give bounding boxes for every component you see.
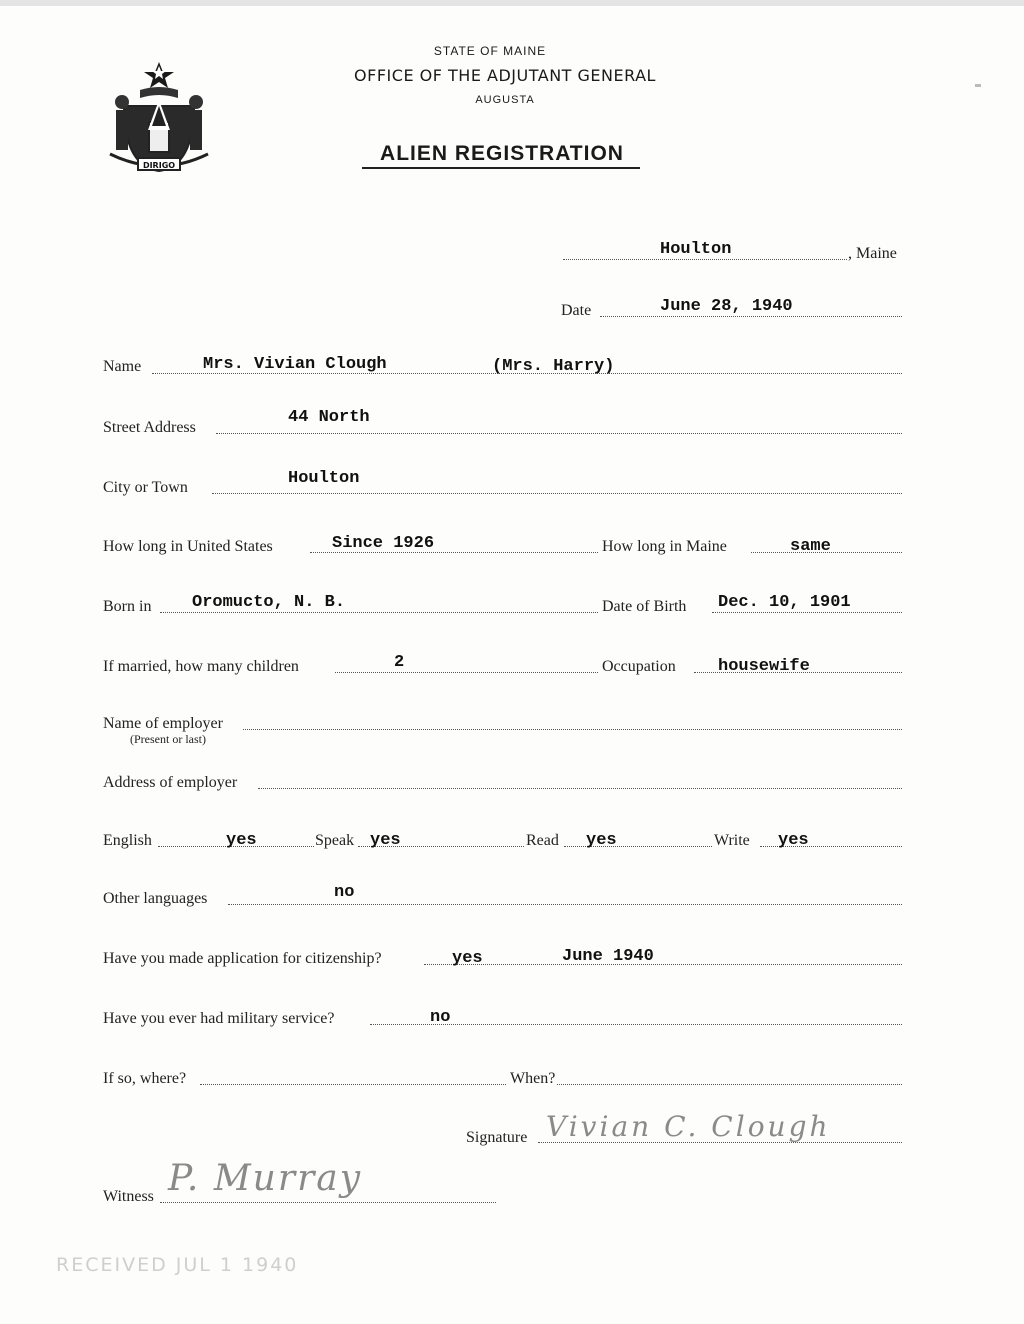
city-line (212, 493, 902, 494)
us-label: How long in United States (103, 538, 273, 555)
write-label: Write (714, 832, 750, 849)
citizenship-label: Have you made application for citizenship? (103, 950, 382, 967)
children-label: If married, how many children (103, 658, 299, 675)
write-value: yes (778, 831, 809, 850)
place-value: Houlton (660, 240, 732, 259)
name-label: Name (103, 358, 142, 375)
citizenship-line (424, 964, 902, 965)
when-label: When? (510, 1070, 556, 1087)
street-line (216, 433, 902, 434)
city-label: City or Town (103, 479, 188, 496)
occupation-label: Occupation (602, 658, 676, 675)
born-label: Born in (103, 598, 152, 615)
city-value: Houlton (288, 469, 360, 488)
street-label: Street Address (103, 419, 196, 436)
employer-address-line (258, 788, 902, 789)
occupation-value: housewife (718, 657, 810, 676)
witness-handwriting: P. Murray (168, 1158, 363, 1199)
children-line (335, 672, 598, 673)
other-languages-line (228, 904, 902, 905)
state-heading: STATE OF MAINE (433, 44, 547, 58)
date-value: June 28, 1940 (660, 297, 793, 316)
witness-line (160, 1202, 496, 1203)
employer-line (243, 729, 902, 730)
read-value: yes (586, 831, 617, 850)
office-heading: OFFICE OF THE ADJUTANT GENERAL (354, 66, 656, 85)
witness-label: Witness (103, 1188, 154, 1205)
form-title: ALIEN REGISTRATION (380, 142, 624, 165)
citizenship-date: June 1940 (562, 947, 654, 966)
date-line (600, 316, 902, 317)
maine-label: How long in Maine (602, 538, 727, 555)
read-label: Read (526, 832, 559, 849)
place-suffix: , Maine (848, 245, 897, 262)
citizenship-value: yes (452, 949, 483, 968)
maine-value: same (790, 537, 831, 556)
dob-value: Dec. 10, 1901 (718, 593, 851, 612)
title-underline (362, 167, 640, 169)
born-value: Oromucto, N. B. (192, 593, 346, 612)
signature-handwriting: Vivian C. Clough (546, 1110, 831, 1143)
date-label: Date (561, 302, 592, 319)
dob-label: Date of Birth (602, 598, 687, 615)
other-languages-value: no (334, 883, 355, 902)
city-heading: AUGUSTA (475, 94, 535, 106)
when-line (557, 1084, 902, 1085)
pencil-mark (975, 84, 981, 87)
employer-label: Name of employer (103, 715, 223, 732)
employer-address-label: Address of employer (103, 774, 238, 791)
received-stamp: RECEIVED JUL 1 1940 (56, 1254, 299, 1276)
name-value: Mrs. Vivian Clough (203, 355, 387, 374)
born-line (160, 612, 598, 613)
street-value: 44 North (288, 408, 370, 427)
where-label: If so, where? (103, 1070, 187, 1087)
us-value: Since 1926 (332, 534, 435, 553)
where-line (200, 1084, 506, 1085)
military-value: no (430, 1008, 451, 1027)
name-alt-value: (Mrs. Harry) (492, 357, 615, 376)
speak-label: Speak (315, 832, 355, 849)
english-value: yes (226, 831, 257, 850)
seal-motto: DIRIGO (142, 161, 176, 170)
maine-seal-icon (104, 56, 214, 182)
place-line (563, 259, 847, 260)
signature-label: Signature (466, 1129, 528, 1146)
other-languages-label: Other languages (103, 890, 208, 907)
speak-value: yes (370, 831, 401, 850)
employer-sublabel: (Present or last) (130, 732, 206, 746)
children-value: 2 (394, 653, 405, 672)
scan-edge (0, 0, 1024, 6)
english-label: English (103, 832, 152, 849)
dob-line (712, 612, 902, 613)
military-label: Have you ever had military service? (103, 1010, 335, 1027)
